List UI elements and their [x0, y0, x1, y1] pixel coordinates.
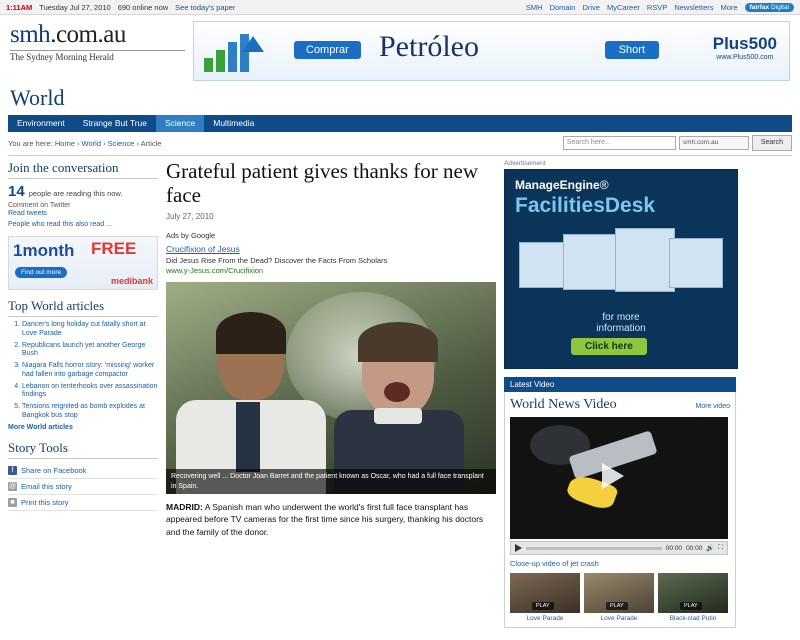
readers-count: 14: [8, 183, 25, 200]
photo-patient-hair: [358, 322, 438, 362]
comment-on-twitter[interactable]: Comment on Twitter: [8, 202, 71, 209]
photo-doctor-hair: [216, 312, 286, 354]
right-sidebar: [504, 160, 736, 628]
story-tools: [8, 440, 158, 511]
print-icon: ■: [8, 498, 17, 507]
story-tools-title: Story Tools: [8, 440, 158, 459]
banner-url: www.Plus500.com: [716, 54, 774, 61]
print-story-button[interactable]: [8, 495, 158, 511]
photo-doctor-tie: [236, 402, 260, 472]
manageengine-brand-text: ManageEngine: [515, 178, 600, 192]
video-progress-slider[interactable]: [526, 547, 662, 550]
manageengine-tagline: [505, 312, 737, 334]
readers-now: [8, 183, 158, 200]
article-dateline: MADRID:: [166, 502, 203, 513]
list-item[interactable]: 5. Tensions reignited as bomb explodes at Bangkok bus stop: [22, 403, 158, 421]
manageengine-tagline-a: for more: [602, 312, 640, 323]
manageengine-tagline-b: information: [596, 323, 646, 334]
article-body: [166, 501, 496, 538]
list-item[interactable]: 1. Dancer's long holiday cut fatally short at Love Parade: [22, 321, 158, 339]
fairfax-sub: Digital: [770, 3, 789, 11]
medibank-offer: 1month: [13, 241, 75, 260]
breadcrumb: You are here: Home › World › Science › Article: [8, 138, 162, 148]
video-controls[interactable]: [510, 541, 728, 555]
medibank-free: FREE: [91, 239, 137, 258]
photo-patient-mouth: [384, 382, 410, 402]
todays-paper-link[interactable]: See today's paper: [175, 2, 236, 12]
volume-icon[interactable]: 🔊: [706, 545, 715, 552]
breadcrumb-science[interactable]: Science: [107, 138, 135, 148]
manageengine-product-a: Facilities: [515, 194, 605, 217]
fullscreen-icon[interactable]: ⛶: [718, 544, 723, 551]
left-sidebar: [8, 160, 158, 628]
google-ad-url: www.y-Jesus.com/Crucifixion: [166, 266, 264, 276]
banner-advertiser: [713, 34, 777, 61]
video-thumbnails: [510, 573, 730, 622]
logo-wordmark: [10, 21, 185, 49]
print-story-label: Print this story: [21, 497, 69, 507]
advertisement-label: Advertisement: [504, 160, 546, 167]
list-item[interactable]: 2. Republicans launch yet another George Bush: [22, 342, 158, 360]
google-ad-title[interactable]: Crucifixion of Jesus: [166, 244, 240, 255]
article-headline: Grateful patient gives thanks for new face: [166, 159, 478, 207]
facebook-icon: f: [8, 466, 17, 475]
readers-label: people are reading this now.: [28, 189, 123, 198]
breadcrumb-article: Article: [140, 138, 162, 148]
video-thumb[interactable]: [584, 573, 654, 622]
tab-science[interactable]: Science: [156, 115, 204, 132]
more-world-articles-link[interactable]: More World articles: [8, 423, 73, 431]
tab-multimedia[interactable]: Multimedia: [213, 118, 255, 128]
article-photo: [166, 282, 496, 494]
video-thumb-label[interactable]: Love Parade: [600, 615, 638, 622]
share-on-facebook-label: Share on Facebook: [21, 465, 87, 475]
manageengine-screens-graphic: [519, 226, 724, 304]
search-area: [563, 135, 792, 151]
page-title: World: [10, 85, 65, 110]
banner-ad[interactable]: [193, 21, 790, 81]
page-body: [8, 160, 792, 628]
photo-caption: Recovering well ... Doctor Joan Barret and the patient known as Oscar, who had a full face transplant in Spain.: [166, 469, 496, 494]
play-icon[interactable]: [602, 463, 624, 489]
top-world-articles: [8, 298, 158, 431]
clock-date: Tuesday Jul 27, 2010: [39, 2, 111, 12]
top-world-title: Top World articles: [8, 298, 158, 317]
medibank-cta[interactable]: Find out more: [15, 267, 67, 278]
article-text: A Spanish man who underwent the world's first full face transplant has appeared before TV cameras for the first time since his surgery, thanking his doctors and the family of the donor.: [166, 502, 484, 537]
video-thumb-image[interactable]: [658, 573, 728, 613]
play-label[interactable]: PLAY: [680, 602, 702, 610]
tab-environment[interactable]: Environment: [17, 118, 65, 128]
logo-subtitle: The Sydney Morning Herald: [10, 50, 185, 62]
top-link-newsletters[interactable]: Newsletters: [674, 2, 714, 12]
video-thumb-image[interactable]: [510, 573, 580, 613]
medibank-ad[interactable]: [8, 236, 158, 290]
list-item[interactable]: 4. Lebanon on tenterhooks over assassination findings: [22, 383, 158, 401]
ads-by-google-label: Ads by Google: [166, 231, 216, 241]
play-label[interactable]: PLAY: [606, 602, 628, 610]
manageengine-brand: [515, 178, 609, 192]
tab-strange-but-true[interactable]: Strange But True: [82, 118, 147, 128]
breadcrumb-row: [8, 135, 792, 156]
banner-brand: Plus500: [712, 34, 777, 53]
clock-time: 1:11AM: [6, 2, 33, 12]
share-on-facebook-button[interactable]: [8, 463, 158, 479]
latest-video-header: Latest Video: [504, 377, 736, 392]
top-link-drive[interactable]: Drive: [582, 2, 600, 12]
banner-title: Petróleo: [379, 30, 479, 63]
medibank-brand: medibank: [110, 276, 153, 286]
video-panel: [504, 392, 736, 628]
section-nav: [8, 115, 792, 132]
video-player[interactable]: [510, 417, 728, 539]
site-logo[interactable]: [10, 21, 185, 62]
manageengine-ad[interactable]: [504, 169, 738, 369]
video-panel-top: [510, 397, 730, 413]
manageengine-product: [515, 194, 655, 218]
logo-tld: .com.au: [50, 21, 126, 48]
video-thumb-image[interactable]: [584, 573, 654, 613]
up-arrow-icon: [242, 36, 264, 52]
article-column: [166, 160, 496, 628]
top-link-mycareer[interactable]: MyCareer: [606, 2, 640, 12]
manageengine-reg-mark: ®: [599, 178, 609, 192]
video-thumb-label[interactable]: Black-clad Putin: [669, 615, 717, 622]
more-video-link[interactable]: More video: [695, 403, 730, 410]
article-date: July 27, 2010: [166, 212, 214, 222]
video-panel-title: World News Video: [510, 397, 617, 412]
play-button-icon[interactable]: [515, 544, 522, 552]
search-button[interactable]: Search: [752, 135, 792, 151]
video-time-total: 00:00: [686, 544, 703, 552]
banner-short-button[interactable]: Short: [605, 41, 659, 59]
fairfax-brand: fairfax: [749, 3, 770, 11]
google-ad-text: Did Jesus Rise From the Dead? Discover the Facts From Scholars: [166, 256, 388, 266]
read-tweets-link[interactable]: Read tweets: [8, 210, 47, 217]
top-link-more[interactable]: More: [720, 2, 738, 12]
email-story-button[interactable]: [8, 479, 158, 495]
video-thumb-label[interactable]: Love Parade: [526, 615, 564, 622]
breadcrumb-home[interactable]: Home: [54, 138, 75, 148]
list-item[interactable]: 3. Niagara Falls horror story: 'missing' worker had fallen into garbage compactor: [22, 362, 158, 380]
masthead: [0, 15, 800, 83]
top-link-smh[interactable]: SMH: [525, 2, 543, 12]
email-icon: @: [8, 482, 17, 490]
search-input[interactable]: Search here...: [563, 136, 676, 150]
join-conversation-title: Join the conversation: [8, 160, 158, 179]
manageengine-product-b: Desk: [604, 194, 656, 217]
top-link-rsvp[interactable]: RSVP: [646, 2, 668, 12]
video-thumb[interactable]: [510, 573, 580, 622]
manageengine-cta-button[interactable]: Click here: [571, 338, 647, 355]
banner-buy-button[interactable]: Comprar: [294, 41, 361, 59]
logo-smh: smh: [10, 21, 51, 48]
video-time-current: 00:00: [665, 544, 683, 552]
breadcrumb-world[interactable]: World: [81, 138, 101, 148]
also-read-link[interactable]: People who read this also read ...: [8, 221, 112, 228]
search-scope-select[interactable]: smh.com.au: [679, 136, 749, 150]
site-top-bar: [0, 0, 800, 15]
video-thumb[interactable]: [658, 573, 728, 622]
fairfax-digital-logo: [745, 3, 794, 12]
online-count: 690 online now: [117, 2, 169, 12]
bar-chart-graphic: [204, 32, 274, 72]
play-label[interactable]: PLAY: [532, 602, 554, 610]
top-link-domain[interactable]: Domain: [549, 2, 576, 12]
video-caption[interactable]: Close-up video of jet crash: [510, 559, 599, 568]
breadcrumb-prefix: You are here:: [8, 138, 53, 148]
email-story-label: Email this story: [21, 481, 72, 491]
photo-patient-collar: [374, 408, 422, 424]
